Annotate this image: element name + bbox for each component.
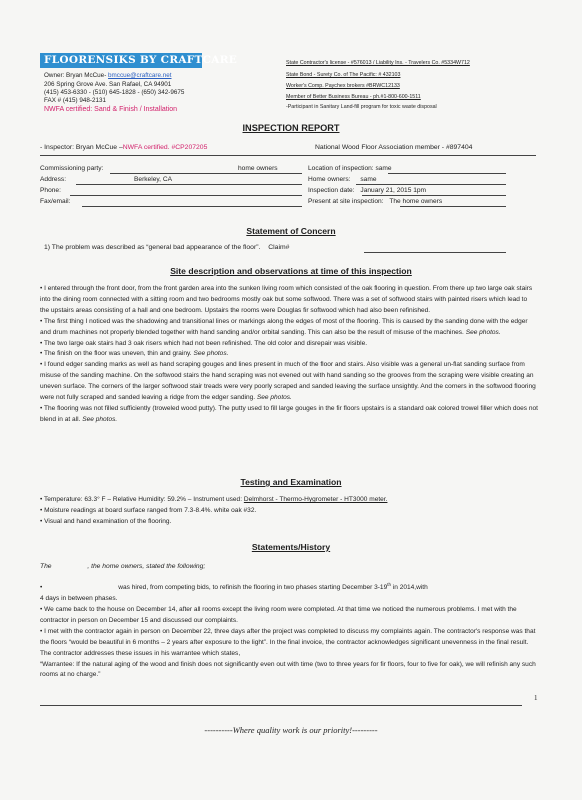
statement-item: 4 days in between phases.	[40, 595, 118, 603]
inspection-date-value: January 21, 2015 1pm	[360, 187, 427, 194]
testing-list	[40, 495, 538, 528]
phone-label: Phone:	[40, 187, 61, 194]
location-label: Location of inspection: same	[308, 165, 392, 172]
statements-list	[40, 580, 538, 681]
site-heading: Site description and observations at time of this inspection	[170, 266, 412, 276]
report-title: INSPECTION REPORT	[242, 123, 340, 133]
site-paragraph: • The first thing I noticed was the shadowing and transitional lines or markings along the edges of most of the flooring. This is caused by the sanding done with the edger and drum machines not properly blended together with hand sanding and/or orbital sanding. This can also be the result of misuse of the machines. See photos.	[40, 317, 528, 336]
company-address: 206 Spring Grove Ave. San Rafael, CA 94901	[44, 81, 172, 88]
owner-line	[44, 72, 172, 80]
location-value: same	[375, 165, 392, 172]
landfill-program: -Participant in Sanitary Land-fill program for toxic waste disposal	[286, 104, 437, 110]
owner-email-link[interactable]: bmccue@craftcare.net	[108, 72, 172, 79]
field-underline	[110, 173, 302, 174]
testing-heading: Testing and Examination	[240, 477, 342, 487]
company-fax: FAX # (415) 948-2131	[44, 97, 106, 104]
commissioning-value: home owners	[238, 165, 278, 172]
footer-tagline: ----------Where quality work is our priority!---------	[204, 725, 378, 735]
bbb-member: Member of Better Business Bureau - ph.#1-800-600-1511	[286, 94, 421, 100]
field-underline	[76, 184, 302, 185]
field-underline	[400, 206, 506, 207]
company-logo: FLOORENSIKS BY CRAFTCARE	[40, 53, 202, 68]
present-label: Present at site inspection: The home owners	[308, 198, 443, 205]
claim-label: Claim#	[268, 244, 290, 251]
state-bond: State Bond - Surety Co. of The Pacific: # 432103	[286, 72, 401, 78]
fax-email-label: Fax/email:	[40, 198, 71, 205]
site-paragraph: • The two large oak stairs had 3 oak risers which had not been refinished. The old color and disrepair was visible.	[40, 339, 368, 347]
state-license: State Contractor's license - #576013 / Liability Ins. - Travelers Co. #5334W712	[286, 60, 470, 66]
statement-item: • was hired, from competing bids, to refinish the flooring in two phases starting December 3-19th in 2014,with	[40, 582, 428, 592]
concern-text: 1) The problem was described as “general bad appearance of the floor”. Claim#	[44, 244, 290, 251]
testing-item: • Visual and hand examination of the flooring.	[40, 517, 172, 525]
commissioning-label: Commissioning party:	[40, 165, 104, 172]
field-underline	[362, 195, 506, 196]
site-observations	[40, 284, 538, 426]
statements-heading: Statements/History	[251, 542, 331, 552]
site-paragraph: • I found edger sanding marks as well as hand scraping gouges and lines present in much of the floor and stairs. Also visible was a general un-flat sanding surface from misuse of the sanding machine. On the softwood stairs the hand scraping was not evened out with hand sanding so the grooves from the scraping were visible creating an uneven surface. The corners of the larger softwood stair treads were very poorly scraped and sanded leaving the surface unsightly. And the corners in the softwood flooring were not fully scraped and sanded leaving a ridge from the edger sanding. See photos.	[40, 361, 536, 402]
page-number: 1	[534, 694, 538, 702]
inspector-cert: NWFA certified. #CP207205	[122, 144, 208, 151]
statement-item: • I met with the contractor again in person on December 22, three days after the project was completed to discuss my complaints again. The contractor's response was that the floors “would be beautiful in 6 months – 2 years after exposure to the light”. In the final invoice, the contractor acknowledges significant unevenness in the final result. The contractor addresses these issues in his warrantee which states,	[40, 627, 536, 657]
nwfa-certification: NWFA certified: Sand & Finish / Installation	[44, 106, 178, 113]
concern-heading: Statement of Concern	[246, 226, 336, 236]
testing-item: • Temperature: 63.3° F – Relative Humidity: 59.2% – Instrument used: Delmhorst - Thermo-Hygrometer - HT3000 meter.	[40, 496, 388, 503]
inspector-line	[40, 144, 207, 151]
site-paragraph: • The finish on the floor was uneven, thin and grainy. See photos.	[40, 350, 229, 358]
workers-comp: Worker's Comp. Paychex brokers #BRWC12133	[286, 83, 400, 89]
divider	[40, 155, 536, 156]
testing-item: • Moisture readings at board surface ranged from 7.3-8.4%. white oak #32.	[40, 506, 257, 514]
address-label: Address:	[40, 176, 67, 183]
field-underline	[356, 184, 506, 185]
present-value: The home owners	[389, 198, 443, 205]
home-owners-label: Home owners: same	[308, 176, 377, 183]
site-paragraph: • The flooring was not filled sufficiently (troweled wood putty). The putty used to fill large gouges in the fir floors upstairs is a standard oak colored trowel filler which does not blend in at all. See photos.	[40, 404, 538, 423]
field-underline	[388, 173, 506, 174]
inspection-date-label: Inspection date: January 21, 2015 1pm	[308, 187, 427, 194]
association-member: National Wood Floor Association member - #897404	[315, 144, 473, 151]
field-underline	[364, 252, 506, 253]
statements-intro: The , the home owners, stated the following;	[40, 563, 206, 570]
owner-label: Owner: Bryan McCue-	[44, 72, 107, 79]
inspector-label: - Inspector: Bryan McCue –	[40, 144, 123, 151]
site-paragraph: • I entered through the front door, from the front garden area into the sunken living room which consisted of the oak flooring in question. From there up two large oak stairs into the dining room connected with a sitting room and two bedrooms mostly oak but some softwood. There was a set of softwood stairs with painted risers which lead to the upstairs areas consisting of a hall and one bedroom. Upstairs the rooms were Douglas fir softwood which had also been refinished.	[40, 285, 533, 314]
statement-item: • We came back to the house on December 14, after all rooms except the living room were completed. At that time we noticed the numerous problems. I met with the contractor in person on December 15 and discussed our complaints.	[40, 605, 517, 624]
field-underline	[70, 195, 302, 196]
statement-item: “Warrantee: If the natural aging of the wood and finish does not significantly even out with time (two to three years for fir floors, four to five for oak), we will refinish any such rooms at no charge.”	[40, 660, 536, 679]
address-value: Berkeley, CA	[134, 176, 172, 183]
home-owners-value: same	[360, 176, 377, 183]
field-underline	[82, 206, 302, 207]
footer-divider	[40, 705, 522, 706]
company-phones: (415) 453-6330 - (510) 645-1828 - (650) 342-9675	[44, 89, 185, 96]
